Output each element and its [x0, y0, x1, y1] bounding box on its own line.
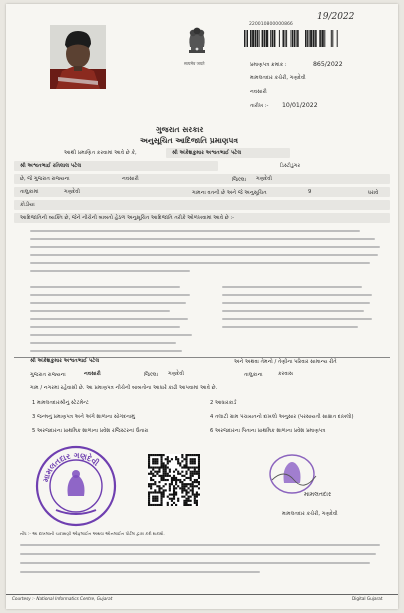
orders-list-left — [30, 284, 202, 352]
basis-item-1: 1 મામલતદારશ્રીનું સ્ટેટમેન્ટ — [32, 400, 89, 406]
orders-list-right — [222, 284, 382, 352]
date-label: તારીખ :- — [250, 103, 269, 109]
taluka-line-number: 9 — [308, 189, 312, 195]
signature-office: મામલતદાર કચેરી, ગણદેવી — [282, 511, 338, 517]
residence-taluka-label: તાલુકાના — [244, 372, 263, 378]
applicant-name: શ્રી અંકેશકુમાર અશ્વતભાઈ પટેલ — [172, 150, 242, 156]
residence-jilla-value: ગણદેવી — [168, 371, 184, 377]
person-line-end: અને અથવા તેમનો / તેણીના પરિવાર સામાન્ય રીતે — [234, 359, 337, 365]
tribe-name: કોડીયા — [20, 202, 35, 208]
residence-prefix: ગુજરાત રાજ્યના — [30, 372, 66, 378]
footer-courtesy: Courtesy :- National Informatics Centre, Gujarat — [12, 596, 113, 601]
national-emblem — [182, 20, 212, 60]
office-line-1: મામલતદાર કચેરી, ગણદેવી — [250, 75, 306, 81]
basis-item-3: 3 જન્મનું પ્રમાણપત્ર અને અંગે શાળાના સોગંદનામું — [32, 414, 135, 420]
basis-item-6: 6 અરજદારના પિતાના પ્રાથમિક શાળાના પ્રવેશ પ્રમાણપત્ર — [210, 428, 326, 434]
office-seal — [34, 444, 118, 528]
svg-text:મામલતદાર ગણદેવી: મામલતદાર ગણદેવી — [41, 450, 101, 483]
village-name: ડિસ્ટોડુંગર — [280, 163, 301, 169]
state-line-prefix: છે, જે ગુજરાત રાજ્યના — [20, 176, 70, 182]
applicant-photo — [50, 25, 106, 89]
signature-title: મામલતદાર — [304, 491, 332, 498]
handwritten-number: 19/2022 — [317, 12, 355, 22]
cert-number-label: પ્રમાણપત્ર ક્રમાંક : — [250, 62, 287, 68]
state-district: નવસારી — [122, 176, 139, 182]
barcode — [244, 30, 340, 47]
basis-item-4: 4 તલાટી ગ્રામ પંચાયતનો દાખલો અનુસાર (પરસાયતી સાક્ષાત દાખલો) — [210, 414, 354, 420]
jilla-value: ગણદેવી — [256, 176, 272, 182]
office-line-2: નવસારી — [250, 89, 267, 95]
eligibility-text: આદિજાતિની વ્યક્તિ છે, જેને નીચેની બાબતો હેઠળ અનુસૂચિત આદિજાતિ તરીકે ઓળખવામાં આવે છે :- — [20, 215, 235, 221]
residence-line-2: ગામ / નગરમાં રહેવાસી છે. આ પ્રમાણપત્ર નીચેની બાબતોના આધારે કાઢી આપવામાં આવે છે. — [30, 385, 218, 391]
taluka-line-mid: ગામના વતની છે અને જે અનુસૂચિત — [192, 190, 267, 196]
person-name: શ્રી અંકેશકુમાર અશ્વતભાઈ પટેલ — [30, 358, 100, 364]
verification-qr-code — [148, 454, 200, 506]
footer-digital-gujarat: Digital Gujarat — [352, 596, 383, 601]
certificate-page — [6, 4, 398, 609]
intro-text: આથી પ્રમાણિત કરવામાં આવે છે કે, — [64, 150, 137, 156]
note-text: નોંધ :- આ દાખલાની ચકાસણી ઓફલાઈન અથવા ઓનલાઈન પોર્ટલ દ્વારા કરી શકાશે. — [20, 531, 165, 536]
residence-jilla-label: જિલ્લા — [144, 372, 158, 378]
taluka-label: તાલુકામાં — [20, 189, 39, 195]
title-government: ગુજરાત સરકાર — [156, 125, 204, 134]
basis-item-2: 2 આધારકાર્ડ — [210, 400, 237, 406]
residence-district: નવસારી — [84, 371, 101, 377]
taluka-line-end: ધરાવે — [368, 190, 379, 196]
barcode-number: 220010800000866 — [249, 22, 293, 27]
parent-name: શ્રી અશ્વતભાઈ રતિલાલ પટેલ — [20, 163, 82, 169]
emblem-caption: सत्यमेव जयते — [184, 61, 205, 66]
cert-number-value: 865/2022 — [313, 61, 343, 68]
residence-village: કરવાસ — [278, 371, 294, 377]
jilla-label: જિલ્લા — [232, 177, 246, 183]
date-value: 10/01/2022 — [282, 102, 318, 109]
basis-item-5: 5 અરજદારના પ્રાથમિક શાળાના પ્રવેશ રજિસ્ટરનાં ઉતારા — [32, 428, 149, 434]
taluka-value: ગણદેવી — [64, 189, 80, 195]
legal-provisions-paragraph — [30, 228, 382, 280]
title-certificate: અનુસૂચિત આદિજાતિ પ્રમાણપત્ર — [140, 136, 239, 145]
bottom-instructions — [20, 542, 386, 576]
